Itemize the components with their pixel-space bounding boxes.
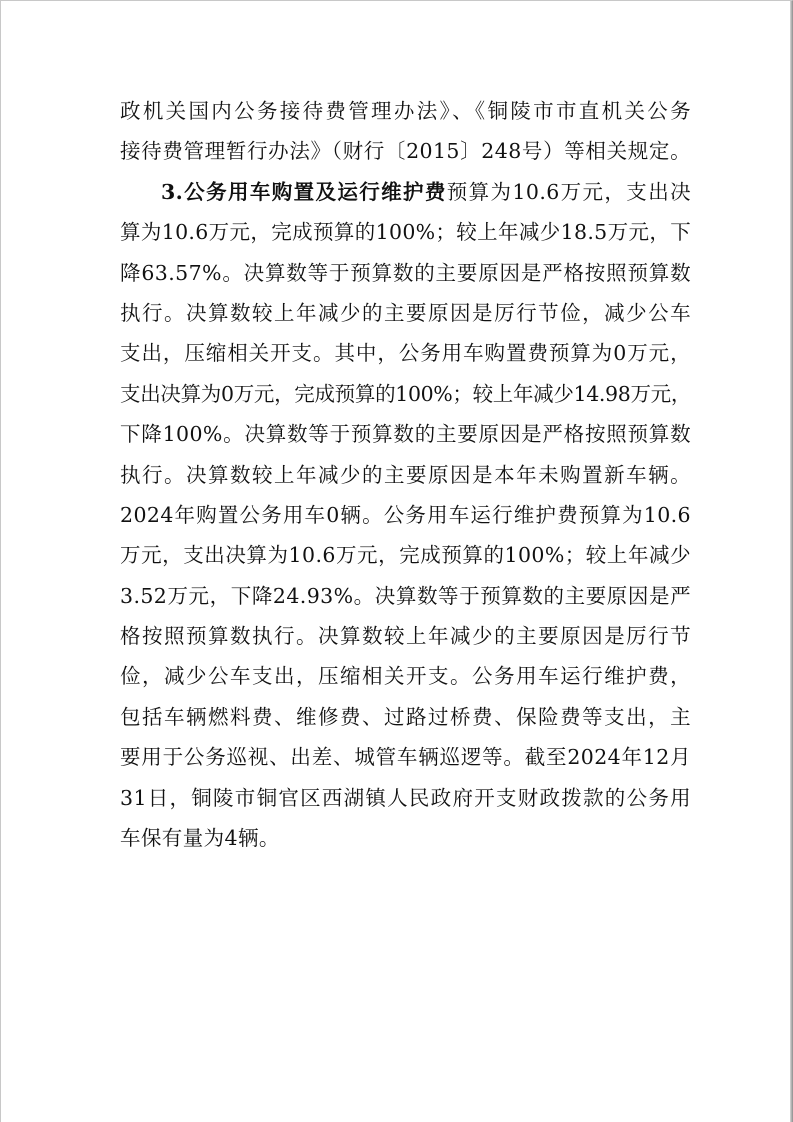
text-line-12: 万元，支出决算为10.6万元，完成预算的100%；较上年减少 <box>120 543 691 568</box>
text-line-16: 包括车辆燃料费、维修费、过路过桥费、保险费等支出，主 <box>120 704 691 729</box>
text-line-8: 支出决算为0万元，完成预算的100%；较上年减少14.98万元， <box>120 381 691 406</box>
section-heading-line <box>120 172 691 212</box>
section-heading: 3.公务用车购置及运行维护费 <box>161 179 447 204</box>
text-line-4: 算为10.6万元，完成预算的100%；较上年减少18.5万元，下 <box>120 220 691 245</box>
text-line-7: 支出，压缩相关开支。其中，公务用车购置费预算为0万元， <box>120 341 691 366</box>
text-line-14: 格按照预算数执行。决算数较上年减少的主要原因是厉行节 <box>120 624 691 649</box>
text-line-6: 执行。决算数较上年减少的主要原因是厉行节俭，减少公车 <box>120 300 691 325</box>
document-body <box>120 91 691 858</box>
text-line-19: 车保有量为4辆。 <box>120 826 280 851</box>
text-line-15: 俭，减少公车支出，压缩相关开支。公务用车运行维护费， <box>120 664 691 689</box>
text-line-1: 政机关国内公务接待费管理办法》、《铜陵市市直机关公务 <box>120 99 691 123</box>
text-line-9: 下降100%。决算数等于预算数的主要原因是严格按照预算数 <box>120 422 691 447</box>
section-heading-continuation: 预算为10.6万元，支出决 <box>446 179 691 204</box>
text-line-10: 执行。决算数较上年减少的主要原因是本年未购置新车辆。 <box>120 462 691 487</box>
text-line-17: 要用于公务巡视、出差、城管车辆巡逻等。截至2024年12月 <box>120 745 691 770</box>
text-line-13: 3.52万元，下降24.93%。决算数等于预算数的主要原因是严 <box>120 583 691 608</box>
text-line-18: 31日，铜陵市铜官区西湖镇人民政府开支财政拨款的公务用 <box>120 785 691 810</box>
text-line-5: 降63.57%。决算数等于预算数的主要原因是严格按照预算数 <box>120 260 691 285</box>
text-line-2: 接待费管理暂行办法》（财行〔2015〕248号）等相关规定。 <box>120 139 691 164</box>
text-line-11: 2024年购置公务用车0辆。公务用车运行维护费预算为10.6 <box>120 502 691 527</box>
